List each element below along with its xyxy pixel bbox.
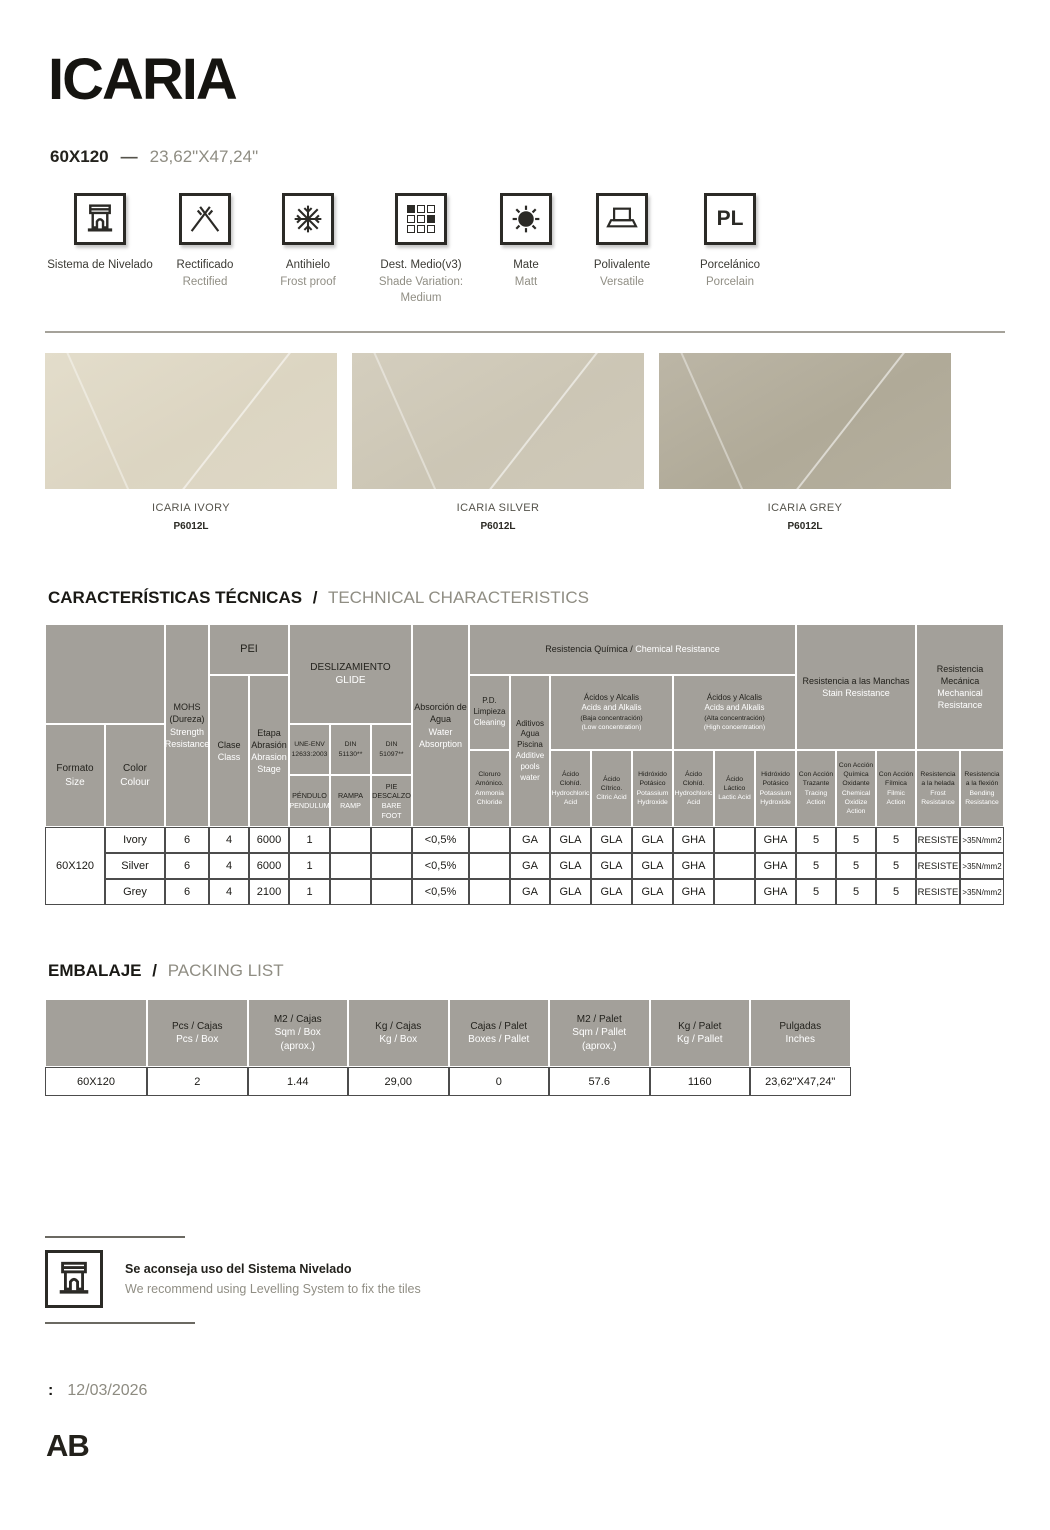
cell-helada: RESISTE [916,879,960,905]
cell-high-clohid: GHA [673,879,714,905]
cell-formato: 60X120 [45,827,105,905]
th-acido-clohid-high: Ácido Clohíd. Hydrochloric Acid [673,750,714,827]
th-acidos-alta: Ácidos y Alcalis Acids and Alkalis (Alta concentración) (High concentration) [673,675,796,750]
tile-code: P6012L [480,521,516,533]
cell-flexion: >35N/mm2 [960,853,1004,879]
th-pd-limpieza: P.D. Limpieza Cleaning [469,675,510,750]
cell-helada: RESISTE [916,827,960,853]
th-pcs-box: Pcs / Cajas Pcs / Box [147,999,248,1067]
separator-line [45,331,1005,333]
th-pei: PEI [209,624,289,675]
tech-heading-en: TECHNICAL CHARACTERISTICS [327,588,589,608]
feature-label-en: Rectified [182,275,228,288]
feature-label-en: Versatile [599,275,645,288]
cell-clase: 4 [209,879,249,905]
cell-kg-box: 29,00 [348,1067,449,1096]
cell-oxidante: 5 [836,853,876,879]
cell-low-clohid: GLA [550,879,591,905]
cell-high-hidroxido: GHA [755,827,796,853]
cell-helada: RESISTE [916,853,960,879]
matt-icon [500,193,552,245]
th-din-51130: DIN 51130** [330,724,371,775]
th-din-51097: DIN 51097** [371,724,412,775]
th-acido-clohid-low: Ácido Clohíd. Hydrochloric Acid [550,750,591,827]
th-accion-oxidante: Con Acción Química Oxidante Chemical Oxidize Action [836,750,876,827]
cell-low-hidroxido: GLA [632,879,673,905]
note-text-es: Se aconseja uso del Sistema Nivelado [125,1262,352,1277]
cell-cloruro [469,879,510,905]
versatile-icon [596,193,648,245]
size-row [50,147,1005,167]
cell-formato: 60X120 [45,1067,147,1096]
porcelain-icon [704,193,756,245]
th-sqm-box: M2 / Cajas Sqm / Box (aprox.) [248,999,349,1067]
feature-label-es: Rectificado [176,259,234,271]
cell-color: Grey [105,879,165,905]
th-hidroxido-low: Hidróxido Potásico Potassium Hydroxide [632,750,673,827]
th-kg-pallet: Kg / Palet Kg / Pallet [650,999,751,1067]
heading-separator: / [152,961,157,981]
tile-name: ICARIA IVORY [152,502,230,515]
th-inches: Pulgadas Inches [750,999,851,1067]
cell-kg-pallet: 1160 [650,1067,751,1096]
feature-label-es: Polivalente [593,259,651,271]
feature-label-es: Sistema de Nivelado [47,259,153,271]
tech-heading-es: CARACTERÍSTICAS TÉCNICAS [48,588,303,608]
shade-variation-icon [395,193,447,245]
cell-high-clohid: GHA [673,853,714,879]
th-rampa: RAMPA RAMP [330,775,371,827]
date-value: 12/03/2026 [67,1382,148,1400]
cell-low-citrico: GLA [591,853,632,879]
cell-oxidante: 5 [836,827,876,853]
size-label: 60X120 [50,147,109,166]
th-clase: Clase Class [209,675,249,827]
feature-rectified [153,193,257,307]
tile-image-silver [352,353,644,489]
tile-swatches [45,353,1005,532]
th-hidroxido-high: Hidróxido Potásico Potassium Hydroxide [755,750,796,827]
th-mohs: MOHS (Dureza) Strength Resistance [165,624,209,827]
cell-pendulo: 1 [289,879,330,905]
cell-high-hidroxido: GHA [755,879,796,905]
cell-trazante: 5 [796,827,836,853]
tile-figure-grey [659,353,951,532]
th-acido-lactico: Ácido Láctico Lactic Acid [714,750,755,827]
cell-aditivos: GA [510,879,550,905]
tile-name: ICARIA GREY [767,502,843,515]
datasheet-page [0,46,1050,1464]
cell-low-hidroxido: GLA [632,853,673,879]
th-helada: Resistencia a la helada Frost Resistance [916,750,960,827]
cell-sqm-box: 1.44 [248,1067,349,1096]
feature-label-en: Frost proof [280,275,336,288]
feature-versatile [569,193,675,307]
date-colon: : [48,1382,54,1400]
tile-figure-ivory [45,353,337,532]
feature-matt [483,193,569,307]
th-sqm-pallet: M2 / Palet Sqm / Pallet (aprox.) [549,999,650,1067]
th-blank [45,624,165,724]
cell-flexion: >35N/mm2 [960,879,1004,905]
cell-mohs: 6 [165,879,209,905]
cell-etapa: 2100 [249,879,289,905]
cell-filmica: 5 [876,853,916,879]
note-top-line [45,1236,185,1238]
feature-label-en: Porcelain [706,275,754,288]
cell-high-lactico [714,827,755,853]
date-line [48,1382,1005,1400]
th-acidos-baja: Ácidos y Alcalis Acids and Alkalis (Baja concentración) (Low concentration) [550,675,673,750]
cell-pendulo: 1 [289,853,330,879]
packing-heading-en: PACKING LIST [167,961,284,981]
tile-image-ivory [45,353,337,489]
levelling-system-icon [45,1250,103,1308]
th-pendulo: PÉNDULO PENDULUM [289,775,330,827]
brand-logo: AB [46,1428,89,1464]
cell-boxes-pallet: 0 [449,1067,550,1096]
cell-cloruro [469,853,510,879]
size-inches: 23,62"X47,24" [149,147,259,166]
cell-pcs-box: 2 [147,1067,248,1096]
cell-pie [371,827,412,853]
cell-rampa [330,879,371,905]
th-blank [45,999,147,1067]
cell-high-clohid: GHA [673,827,714,853]
th-pie-descalzo: PIE DESCALZO BARE FOOT [371,775,412,827]
size-dash: — [120,147,138,166]
tile-image-grey [659,353,951,489]
feature-frost-proof [257,193,359,307]
cell-aditivos: GA [510,827,550,853]
cell-color: Ivory [105,827,165,853]
th-mecanica: Resistencia Mecánica Mechanical Resistance [916,624,1004,750]
tile-name: ICARIA SILVER [456,502,540,515]
cell-mohs: 6 [165,827,209,853]
cell-absorcion: <0,5% [412,827,469,853]
feature-porcelain [675,193,785,307]
cell-absorcion: <0,5% [412,879,469,905]
cell-low-clohid: GLA [550,853,591,879]
cell-clase: 4 [209,827,249,853]
th-manchas: Resistencia a las Manchas Stain Resistance [796,624,916,750]
th-formato: Formato Size [45,724,105,827]
cell-absorcion: <0,5% [412,853,469,879]
cell-low-clohid: GLA [550,827,591,853]
cell-mohs: 6 [165,853,209,879]
levelling-system-icon [74,193,126,245]
tile-code: P6012L [787,521,823,533]
th-aditivos-piscina: Aditivos Agua Piscina Additive pools water [510,675,550,827]
cell-low-citrico: GLA [591,827,632,853]
porcelain-glyph: PL [716,207,744,230]
cell-pie [371,853,412,879]
feature-label-es: Porcelánico [699,259,761,271]
packing-heading-es: EMBALAJE [48,961,142,981]
th-cloruro-amonico: Cloruro Amónico. Ammonia Chloride [469,750,510,827]
cell-cloruro [469,827,510,853]
th-accion-filmica: Con Acción Fílmica Filmic Action [876,750,916,827]
feature-label-en: Matt [514,275,538,288]
feature-label-es: Antihielo [285,259,331,271]
cell-clase: 4 [209,853,249,879]
cell-high-lactico [714,853,755,879]
th-une-env: UNE-ENV 12633:2003 [289,724,330,775]
cell-trazante: 5 [796,879,836,905]
note-bottom-line [45,1322,195,1324]
cell-flexion: >35N/mm2 [960,827,1004,853]
cell-rampa [330,827,371,853]
levelling-note [45,1236,475,1324]
th-color: Color Colour [105,724,165,827]
cell-color: Silver [105,853,165,879]
th-etapa: Etapa Abrasión Abrasion Stage [249,675,289,827]
cell-inches: 23,62"X47,24" [750,1067,851,1096]
cell-high-hidroxido: GHA [755,853,796,879]
rectified-icon [179,193,231,245]
cell-filmica: 5 [876,827,916,853]
heading-separator: / [312,588,318,608]
tile-code: P6012L [173,521,209,533]
cell-low-citrico: GLA [591,879,632,905]
feature-label-es: Dest. Medio(v3) [380,259,462,271]
note-text-en: We recommend using Levelling System to fix the tiles [125,1282,421,1297]
cell-aditivos: GA [510,853,550,879]
cell-pendulo: 1 [289,827,330,853]
th-acido-citrico: Ácido Cítrico. Citric Acid [591,750,632,827]
feature-icons-row [47,193,1005,307]
tech-table [45,624,1004,905]
page-title: ICARIA [48,47,236,112]
cell-filmica: 5 [876,879,916,905]
cell-trazante: 5 [796,853,836,879]
th-accion-trazante: Con Acción Trazante Tracing Action [796,750,836,827]
frost-proof-icon [282,193,334,245]
th-kg-box: Kg / Cajas Kg / Box [348,999,449,1067]
th-absorcion: Absorción de Agua Water Absorption [412,624,469,827]
feature-label-en: Shade Variation: Medium [378,275,464,305]
cell-pie [371,879,412,905]
feature-shade-variation [359,193,483,307]
packing-table [45,999,851,1096]
th-deslizamiento: DESLIZAMIENTO GLIDE [289,624,412,724]
cell-etapa: 6000 [249,853,289,879]
cell-low-hidroxido: GLA [632,827,673,853]
th-flexion: Resistencia a la flexión Bending Resistance [960,750,1004,827]
feature-levelling [47,193,153,307]
th-resistencia-quimica: Resistencia Química / Chemical Resistance [469,624,796,675]
cell-etapa: 6000 [249,827,289,853]
cell-high-lactico [714,879,755,905]
cell-sqm-pallet: 57.6 [549,1067,650,1096]
packing-section-heading [48,961,1005,981]
tech-section-heading [48,588,1005,608]
cell-rampa [330,853,371,879]
tile-figure-silver [352,353,644,532]
th-boxes-pallet: Cajas / Palet Boxes / Pallet [449,999,550,1067]
feature-label-es: Mate [513,259,539,271]
cell-oxidante: 5 [836,879,876,905]
